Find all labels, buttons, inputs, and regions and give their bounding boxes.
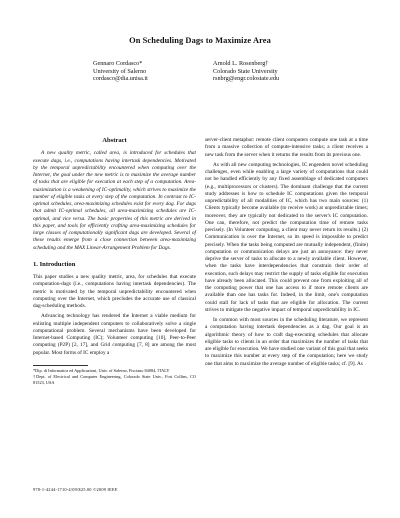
body-paragraph: server-client metaphor: remote client computers compute one task at a time from a massive collection of compute-intensive tasks; a client receives a new task from the server when it returns the results from its previous one. bbox=[205, 137, 368, 158]
body-paragraph: As with all new computing technologies, IC engenders novel scheduling challenges, even while enabling a large variety of computations that could not be handled efficiently by any fixed assemblage of dedicated computers (e.g., multiprocessors or clusters). The dominant challenge that the current study addresses is how to schedule IC computations given the temporal unpredictability of all modalities of IC, which has two main sources: (1) Clients typically become available (to receive work) at unpredictable times; moreover, they are typically not dedicated to the server's IC computation. One can, therefore, not predict the computation time of remote tasks precisely. (In Volunteer computing, a client may never return its results.) (2) Communication is over the Internet, so its speed is impossible to predict precisely. When the tasks being computed are mutually independent, (finite) computation or communication delays are just an annoyance: they never deprive the server of tasks to allocate to a newly available client. However, when the tasks have interdependencies that constrain their order of execution, such delays may restrict the supply of tasks eligible for execution have already been allocated. This could prevent one from exploiting all of the computing power that one has access to if more remote clients are available than one has tasks for. Indeed, in the limit, one's computation could stall for lack of tasks that are eligible for allocation. The current strives to mitigate the negative impact of temporal unpredictability in IC. bbox=[205, 161, 368, 313]
abstract-text: A new quality metric, called area, is introduced for schedules that execute dags, i.e., computations having intertask dependencies. Motivated by the temporal unpredictability encountered when computing over the Internet, the goal under the new metric is to maximize the average number of tasks that are eligible for execution at each step of a computation. Area-maximization is a weakening of IC-optimality, which strives to maximize the number of eligible tasks at every step of the computation. In contrast to IC-optimal schedules, area-maximizing schedules exist for every dag. For dags that admit IC-optimal schedules, all area-maximizing schedules are IC-optimal, and vice versa. The basic properties of this metric are derived in this paper, and tools for efficiently crafting area-maximizing schedules for large classes of computationally significant dags are developed. Several of these results emerge from a close connection between area-maximizing scheduling and the MAX Linear-Arrangement Problem for Dags. bbox=[33, 150, 196, 251]
author-name: Arnold L. Rosenberg† bbox=[213, 60, 269, 67]
footnote: *Dip. di Informatica ed Applicazioni, Univ. of Salerno, Fisciano 84084, ITALY bbox=[33, 367, 170, 373]
author-email: cordasco@dia.unisa.it bbox=[93, 75, 148, 83]
author-block-2 bbox=[213, 60, 333, 83]
abstract-heading: Abstract bbox=[102, 137, 127, 144]
footnote-divider bbox=[33, 365, 88, 366]
body-paragraph: In common with most sources in the scheduling literature, we represent a computation having intertask dependencies as a dag. Our goal is an algorithmic theory of how to craft dag-executing schedules that allocate eligible tasks to clients in an order that maximizes the number of tasks that are eligible for execution. We have studied one variant of this goal that seeks to maximize this number at every step of the computation; here we study one that aims to maximize the average number of eligible tasks; cf. [9]. As bbox=[205, 317, 368, 367]
author-affiliation: Colorado State University bbox=[213, 67, 278, 75]
paper-title: On Scheduling Dags to Maximize Area bbox=[129, 36, 271, 45]
right-column bbox=[205, 137, 368, 371]
author-affiliation: University of Salerno bbox=[93, 67, 147, 75]
footnotes bbox=[33, 368, 196, 386]
author-email: rsnbrg@engr.colostate.edu bbox=[213, 75, 280, 83]
copyright-footer: 978-1-4244-1710-4/09/$25.00 ©2009 IEEE bbox=[33, 487, 118, 492]
author-name: Gennaro Cordasco* bbox=[93, 60, 143, 67]
section-heading-introduction: 1. Introduction bbox=[33, 260, 76, 268]
footnote: †Dept. of Electrical and Computer Engineering, Colorado State Univ., Fort Collins, CO 81523, USA bbox=[33, 374, 196, 385]
intro-paragraph: Advancing technology has rendered the Internet a viable medium for enlisting multiple independent computers to collaboratively solve a single computational problem. Several mechanisms have been developed for Internet-based Computing (IC); Volunteer computing [10], Peer-to-Peer computing (P2P) [2, 17], and Grid computing [7, 8] are among the most popular. Most forms of IC employ a bbox=[33, 313, 196, 356]
author-block-1 bbox=[93, 60, 203, 83]
left-column bbox=[33, 137, 196, 387]
intro-paragraph: This paper studies a new quality metric, area, for schedules that execute computation-dags (i.e., computations having intertask dependencies). The metric is motivated by the temporal unpredictability encountered when computing over the Internet, which precludes the accurate use of classical dag-scheduling methods. bbox=[33, 274, 196, 309]
